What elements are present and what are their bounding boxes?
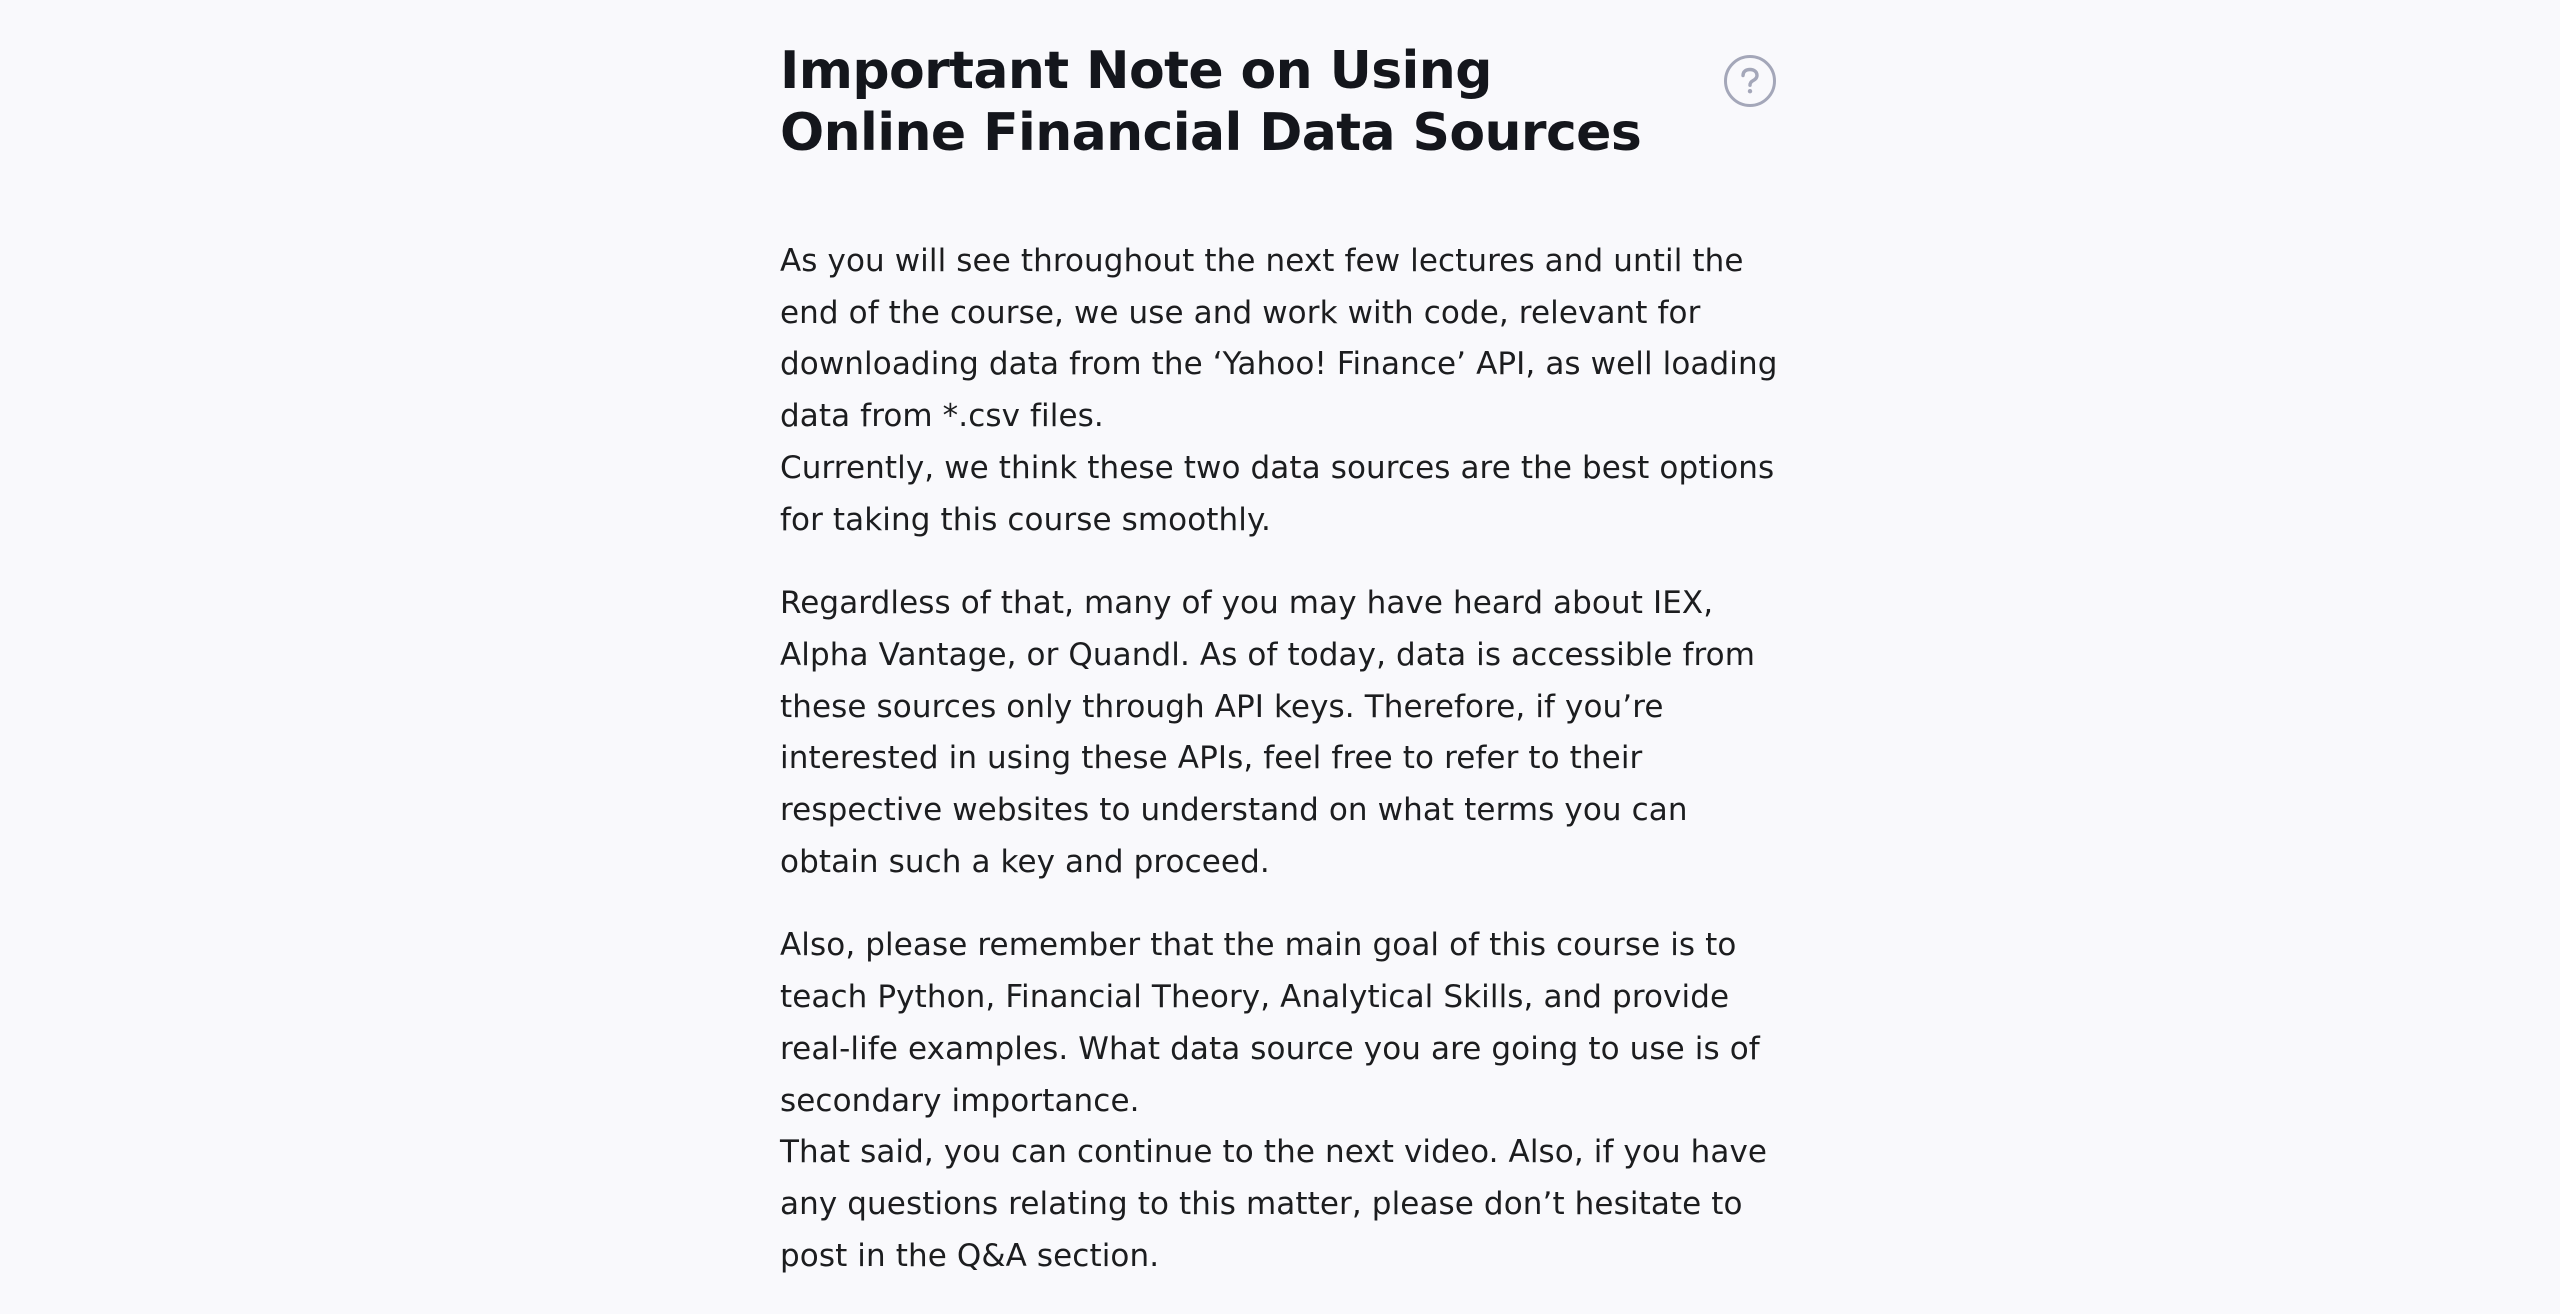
help-button[interactable] [1724, 55, 1776, 107]
page-title: Important Note on Using Online Financial Data Sources [780, 41, 1642, 163]
paragraph: Regardless of that, many of you may have heard about IEX, Alpha Vantage, or Quandl. As of today, data is accessible from these sources only through API keys. Therefore, if you’re interested in using these APIs, feel free to refer to their respective websites to understand on what terms you can obtain such a key and proceed. [780, 585, 1756, 880]
article [780, 40, 1780, 1274]
article-header [780, 40, 1780, 164]
paragraph: As you will see throughout the next few lectures and until the end of the course, we use and work with code, relevant for downloading data from the ‘Yahoo! Finance’ API, as well loading data from *.csv files. [780, 243, 1778, 435]
paragraph: That said, you can continue to the next video. Also, if you have any questions relating to this matter, please don’t hesitate to post in the Q&A section. [780, 1134, 1768, 1274]
paragraph: Also, please remember that the main goal of this course is to teach Python, Financial Theory, Analytical Skills, and provide real-life examples. What data source you are going to use is of secondary importance. [780, 927, 1760, 1119]
paragraph: Currently, we think these two data sources are the best options for taking this course smoothly. [780, 449, 1775, 538]
article-body [780, 236, 1780, 1314]
question-mark-icon [1739, 67, 1761, 95]
